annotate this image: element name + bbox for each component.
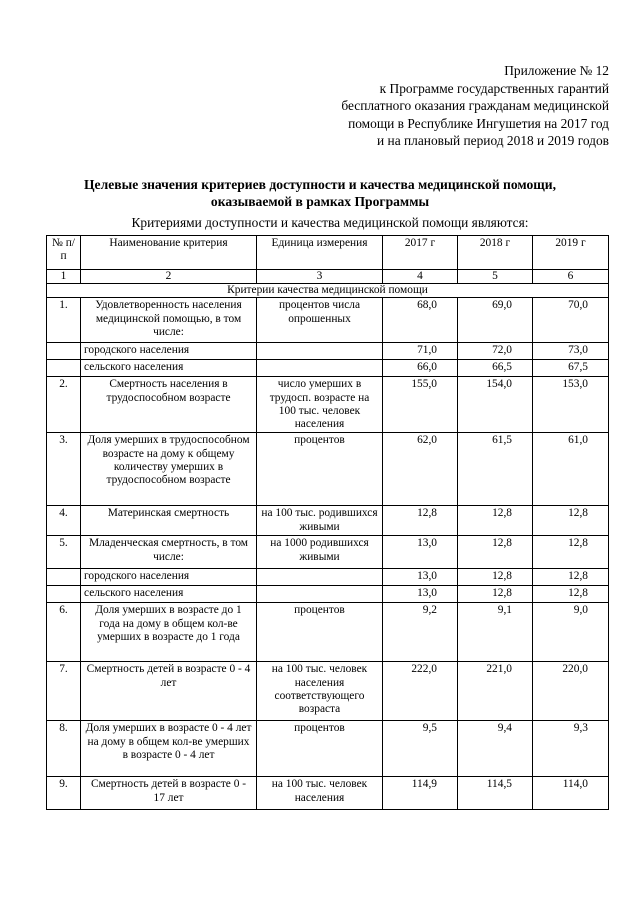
value-2019-cell: 12,8 [533, 586, 609, 603]
row-number-cell [47, 360, 81, 377]
value-2018-cell: 69,0 [458, 298, 533, 343]
header-cell: Единица измерения [257, 236, 383, 270]
value-2018-cell: 12,8 [458, 569, 533, 586]
criterion-name-cell: Доля умерших в возрасте 0 - 4 лет на дому в общем кол-ве умерших в возрасте 0 - 4 лет [81, 721, 257, 777]
value-2018-cell: 154,0 [458, 377, 533, 433]
row-number-cell: 7. [47, 662, 81, 721]
value-2019-cell: 67,5 [533, 360, 609, 377]
value-2018-cell: 12,8 [458, 586, 533, 603]
column-number: 3 [257, 270, 383, 284]
value-2017-cell: 68,0 [383, 298, 458, 343]
unit-cell [257, 360, 383, 377]
value-2018-cell: 114,5 [458, 777, 533, 810]
value-2018-cell: 72,0 [458, 343, 533, 360]
value-2019-cell: 220,0 [533, 662, 609, 721]
value-2017-cell: 114,9 [383, 777, 458, 810]
value-2019-cell: 9,3 [533, 721, 609, 777]
unit-cell [257, 586, 383, 603]
value-2017-cell: 9,2 [383, 603, 458, 662]
value-2019-cell: 12,8 [533, 506, 609, 536]
value-2017-cell: 71,0 [383, 343, 458, 360]
row-number-cell: 6. [47, 603, 81, 662]
row-number-cell [47, 569, 81, 586]
value-2017-cell: 155,0 [383, 377, 458, 433]
value-2019-cell: 73,0 [533, 343, 609, 360]
unit-cell: процентов [257, 603, 383, 662]
unit-cell [257, 569, 383, 586]
table-row [47, 433, 609, 506]
row-number-cell: 1. [47, 298, 81, 343]
value-2017-cell: 222,0 [383, 662, 458, 721]
annex-line: помощи в Республике Ингушетия на 2017 год [348, 115, 609, 131]
section-row [47, 284, 609, 298]
column-number: 5 [458, 270, 533, 284]
value-2017-cell: 13,0 [383, 586, 458, 603]
table-row [47, 343, 609, 360]
unit-cell: число умерших в трудосп. возрасте на 100 тыс. человек населения [257, 377, 383, 433]
header-cell: 2018 г [458, 236, 533, 270]
annex-header [249, 62, 609, 150]
value-2019-cell: 70,0 [533, 298, 609, 343]
criteria-table [46, 235, 609, 810]
value-2018-cell: 61,5 [458, 433, 533, 506]
title-line: оказываемой в рамках Программы [210, 194, 430, 209]
table-row [47, 360, 609, 377]
value-2019-cell: 153,0 [533, 377, 609, 433]
row-number-cell: 9. [47, 777, 81, 810]
unit-cell: на 100 тыс. человек населения [257, 777, 383, 810]
table-row [47, 603, 609, 662]
value-2017-cell: 66,0 [383, 360, 458, 377]
criterion-name-cell: Удовлетворенность населения медицинской помощью, в том числе: [81, 298, 257, 343]
document-subtitle: Критериями доступности и качества медицинской помощи являются: [131, 215, 529, 230]
column-number: 6 [533, 270, 609, 284]
row-number-cell: 4. [47, 506, 81, 536]
title-line: Целевые значения критериев доступности и качества медицинской помощи, [83, 177, 557, 192]
value-2017-cell: 12,8 [383, 506, 458, 536]
value-2018-cell: 66,5 [458, 360, 533, 377]
value-2017-cell: 9,5 [383, 721, 458, 777]
criterion-name-cell: Смертность детей в возрасте 0 - 4 лет [81, 662, 257, 721]
annex-line: бесплатного оказания гражданам медицинской [341, 98, 609, 114]
header-cell: 2019 г [533, 236, 609, 270]
value-2018-cell: 9,1 [458, 603, 533, 662]
value-2019-cell: 12,8 [533, 536, 609, 569]
row-number-cell [47, 586, 81, 603]
header-cell: № п/п [47, 236, 81, 270]
section-title: Критерии качества медицинской помощи [47, 284, 609, 298]
row-number-cell: 3. [47, 433, 81, 506]
table-header-row [47, 236, 609, 270]
value-2017-cell: 62,0 [383, 433, 458, 506]
criterion-name-cell: Смертность детей в возрасте 0 - 17 лет [81, 777, 257, 810]
table-row [47, 662, 609, 721]
annex-line: к Программе государственных гарантий [379, 80, 609, 96]
column-number: 2 [81, 270, 257, 284]
table-row [47, 721, 609, 777]
table-row [47, 586, 609, 603]
unit-cell: процентов [257, 433, 383, 506]
value-2019-cell: 61,0 [533, 433, 609, 506]
value-2019-cell: 12,8 [533, 569, 609, 586]
annex-line: Приложение № 12 [504, 63, 609, 78]
criterion-name-cell: Доля умерших в возрасте до 1 года на дому в общем кол-ве умерших в возрасте до 1 года [81, 603, 257, 662]
criterion-name-cell: сельского населения [81, 586, 257, 603]
value-2018-cell: 9,4 [458, 721, 533, 777]
header-cell: Наименование критерия [81, 236, 257, 270]
annex-line: и на плановый период 2018 и 2019 годов [377, 133, 609, 149]
criterion-name-cell: сельского населения [81, 360, 257, 377]
value-2018-cell: 12,8 [458, 536, 533, 569]
criterion-name-cell: Материнская смертность [81, 506, 257, 536]
value-2019-cell: 9,0 [533, 603, 609, 662]
criterion-name-cell: городского населения [81, 343, 257, 360]
table-row [47, 506, 609, 536]
table-row [47, 536, 609, 569]
criterion-name-cell: Доля умерших в трудоспособном возрасте на дому к общему количеству умерших в трудоспособном возрасте [81, 433, 257, 506]
unit-cell: процентов [257, 721, 383, 777]
criterion-name-cell: Младенческая смертность, в том числе: [81, 536, 257, 569]
value-2018-cell: 221,0 [458, 662, 533, 721]
value-2018-cell: 12,8 [458, 506, 533, 536]
value-2017-cell: 13,0 [383, 536, 458, 569]
document-title [40, 176, 600, 210]
criterion-name-cell: городского населения [81, 569, 257, 586]
criterion-name-cell: Смертность населения в трудоспособном возрасте [81, 377, 257, 433]
table-row [47, 298, 609, 343]
unit-cell: на 1000 родившихся живыми [257, 536, 383, 569]
unit-cell: процентов числа опрошенных [257, 298, 383, 343]
table-row [47, 377, 609, 433]
table-row [47, 777, 609, 810]
row-number-cell: 5. [47, 536, 81, 569]
row-number-cell [47, 343, 81, 360]
table-row [47, 569, 609, 586]
row-number-cell: 2. [47, 377, 81, 433]
value-2019-cell: 114,0 [533, 777, 609, 810]
value-2017-cell: 13,0 [383, 569, 458, 586]
row-number-cell: 8. [47, 721, 81, 777]
unit-cell [257, 343, 383, 360]
unit-cell: на 100 тыс. родившихся живыми [257, 506, 383, 536]
unit-cell: на 100 тыс. человек населения соответствующего возраста [257, 662, 383, 721]
header-cell: 2017 г [383, 236, 458, 270]
column-number-row [47, 270, 609, 284]
column-number: 4 [383, 270, 458, 284]
column-number: 1 [47, 270, 81, 284]
